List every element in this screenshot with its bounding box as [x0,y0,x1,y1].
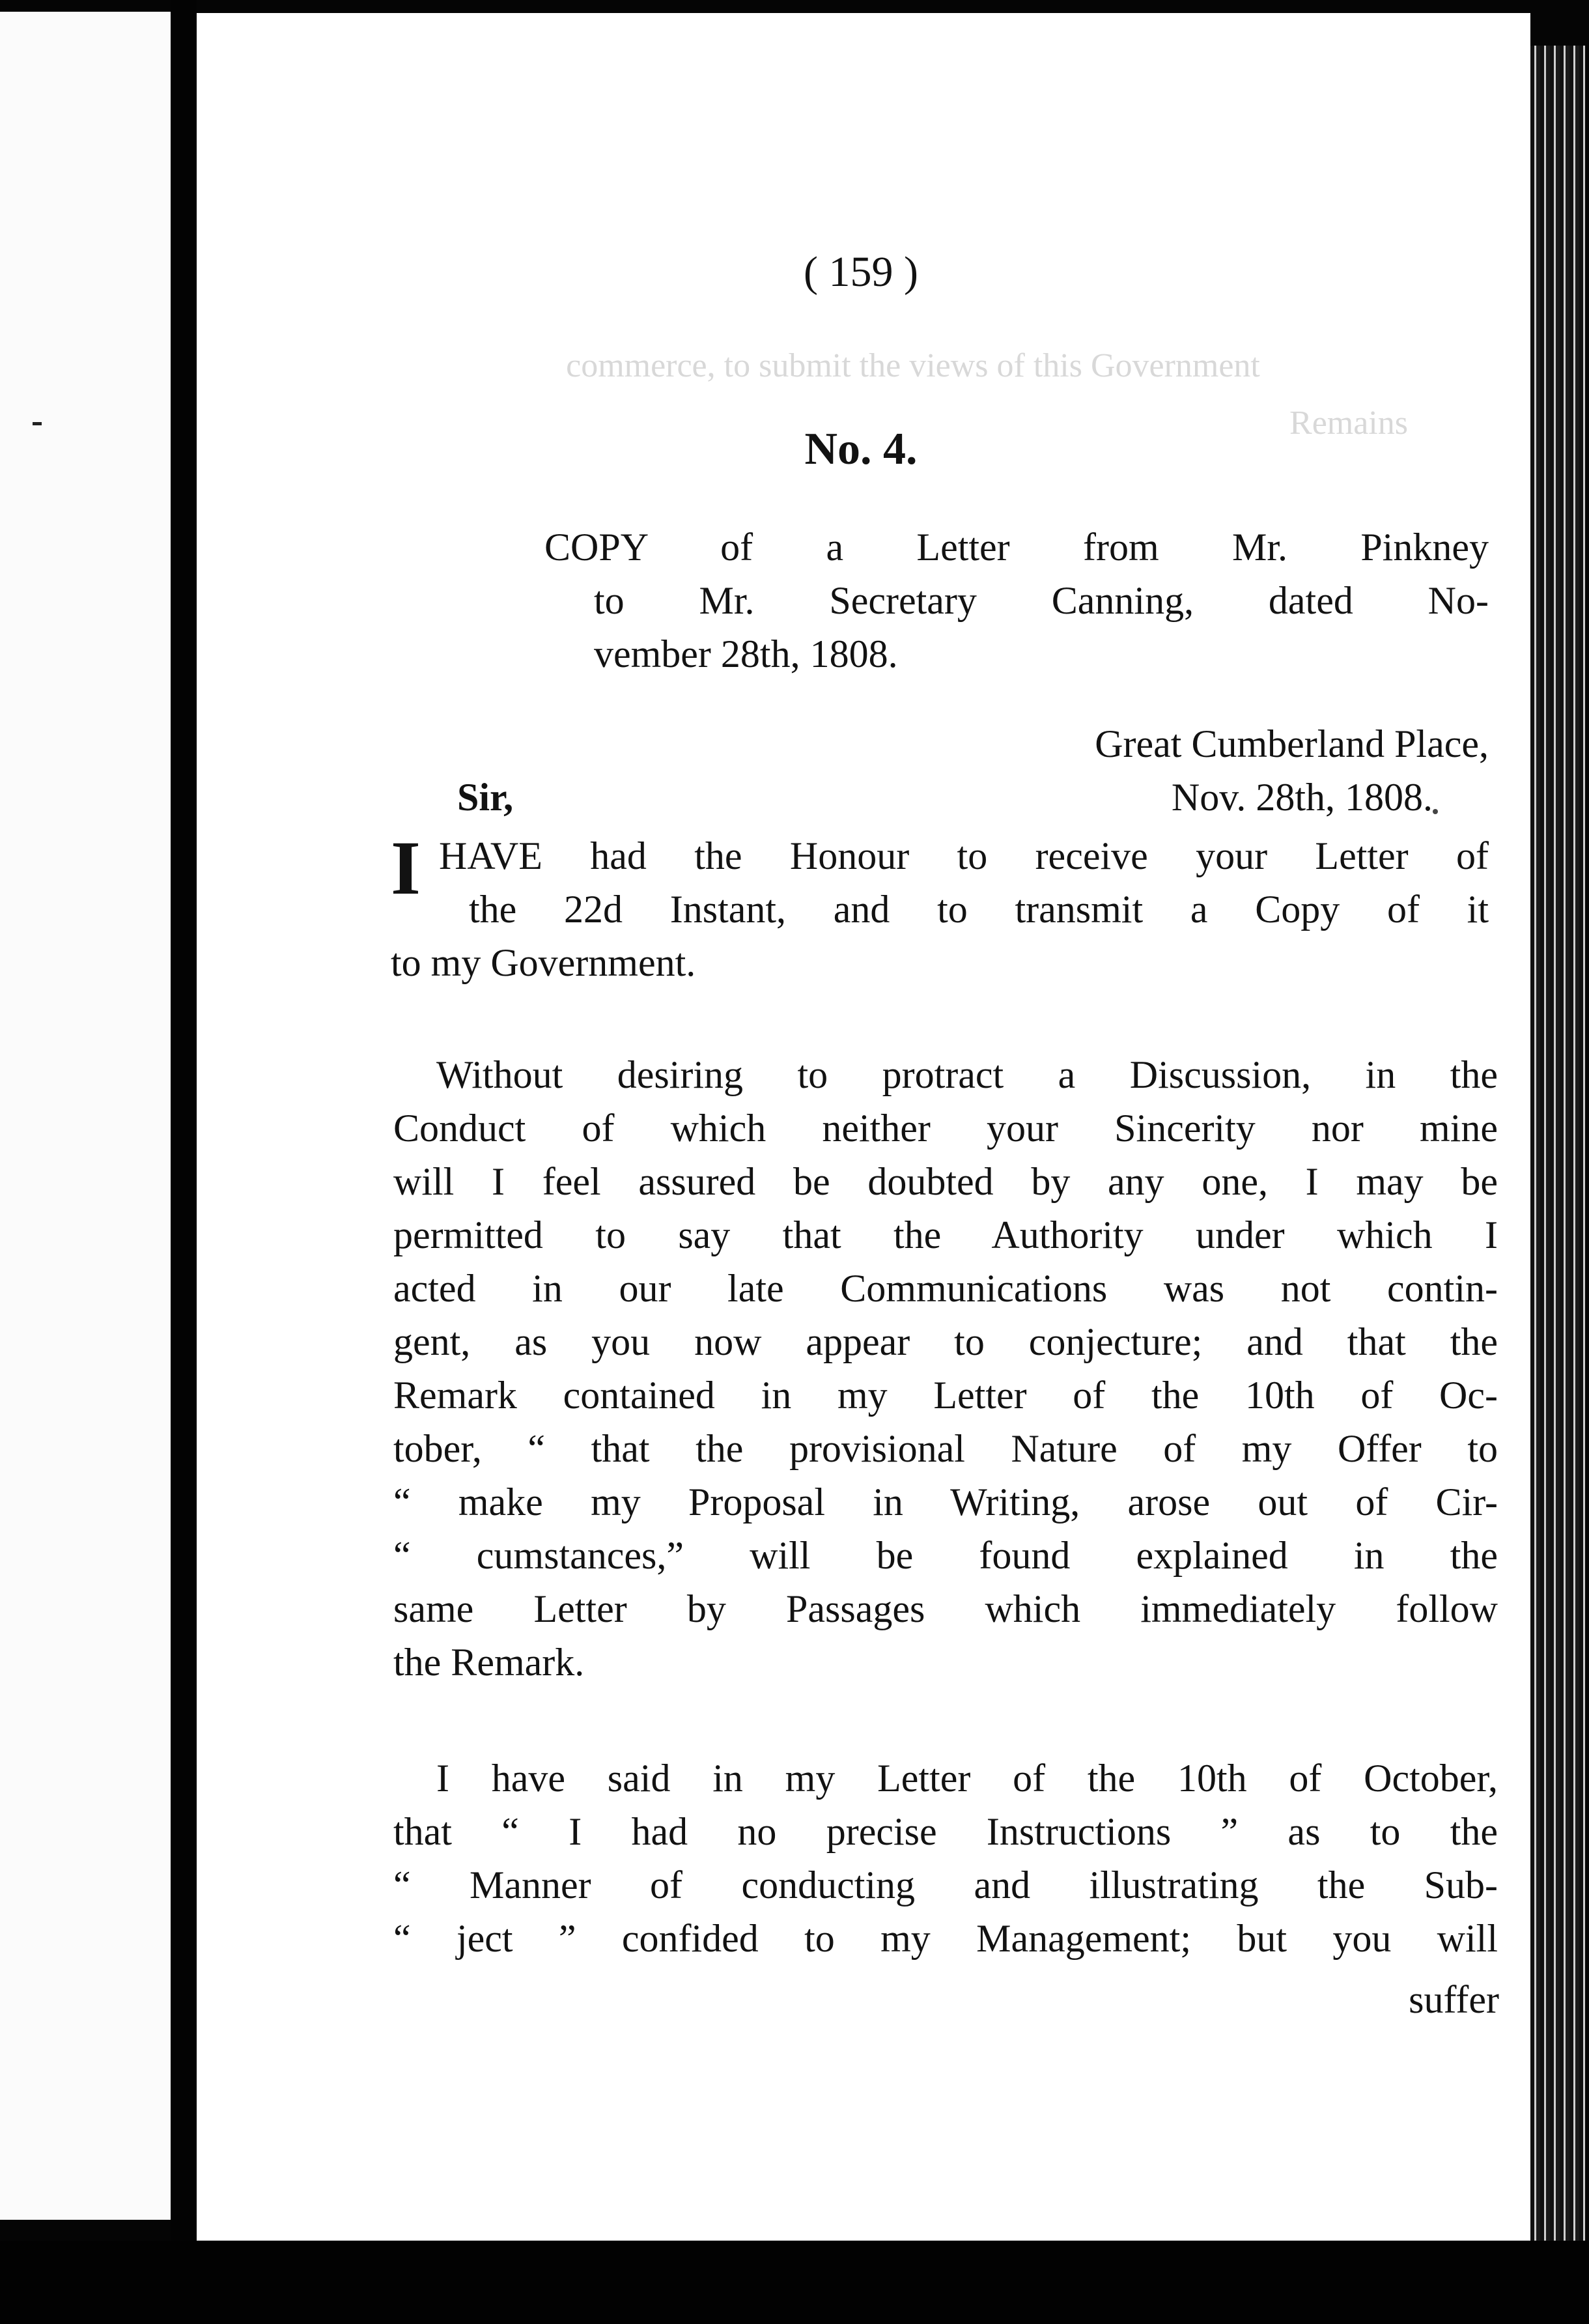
letter-date: Nov. 28th, 1808. [1171,776,1433,819]
document-title-line: vember 28th, 1808. [594,632,898,675]
section-heading: No. 4. [804,424,918,474]
salutation: Sir, [457,776,514,819]
document-title-line: to Mr. Secretary Canning, dated No- [594,579,1489,622]
address-place: Great Cumberland Place, [1095,722,1489,765]
paragraph-line: Conduct of which neither your Sincerity nor mine [393,1107,1498,1150]
paragraph-line: the Remark. [393,1641,585,1684]
bleed-through-text: Remains [1289,404,1408,442]
print-speck [1433,809,1438,814]
paragraph-line: tober, “ that the provisional Nature of my Offer to [393,1427,1498,1470]
scan-bottom-border [0,2241,1589,2324]
page-stack-edge [1530,46,1585,2273]
paragraph-line: that “ I had no precise Instructions ” as to the [393,1810,1498,1853]
page-number: ( 159 ) [804,248,918,296]
paragraph-line: Remark contained in my Letter of the 10th of Oc- [393,1374,1498,1417]
paragraph-line: “ Manner of conducting and illustrating the Sub- [393,1863,1498,1906]
document-title-line: COPY of a Letter from Mr. Pinkney [544,526,1489,569]
drop-cap: I [391,825,421,911]
book-page [197,13,1530,2241]
paragraph-line: Without desiring to protract a Discussion, in the [436,1053,1498,1096]
paragraph-line: will I feel assured be doubted by any one, I may be [393,1160,1498,1203]
paragraph-line: “ make my Proposal in Writing, arose out of Cir- [393,1481,1498,1523]
paragraph-line: gent, as you now appear to conjecture; and that the [393,1320,1498,1363]
paragraph-line: HAVE had the Honour to receive your Letter of [439,834,1489,877]
paragraph-line: same Letter by Passages which immediately follow [393,1587,1498,1630]
paragraph-line: permitted to say that the Authority under which I [393,1213,1498,1256]
paragraph-line: acted in our late Communications was not contin- [393,1267,1498,1310]
facing-page-mark [33,422,42,425]
paragraph-line: to my Government. [391,941,696,984]
book-gutter [171,0,197,2324]
bleed-through-text: commerce, to submit the views of this Government [566,347,1260,384]
paragraph-line: “ ject ” confided to my Management; but you will [393,1917,1498,1960]
paragraph-line: the 22d Instant, and to transmit a Copy of it [469,888,1489,931]
paragraph-line: “ cumstances,” will be found explained in the [393,1534,1498,1577]
catchword: suffer [1409,1978,1499,2021]
facing-page-edge [0,12,171,2220]
paragraph-line: I have said in my Letter of the 10th of October, [436,1757,1498,1800]
